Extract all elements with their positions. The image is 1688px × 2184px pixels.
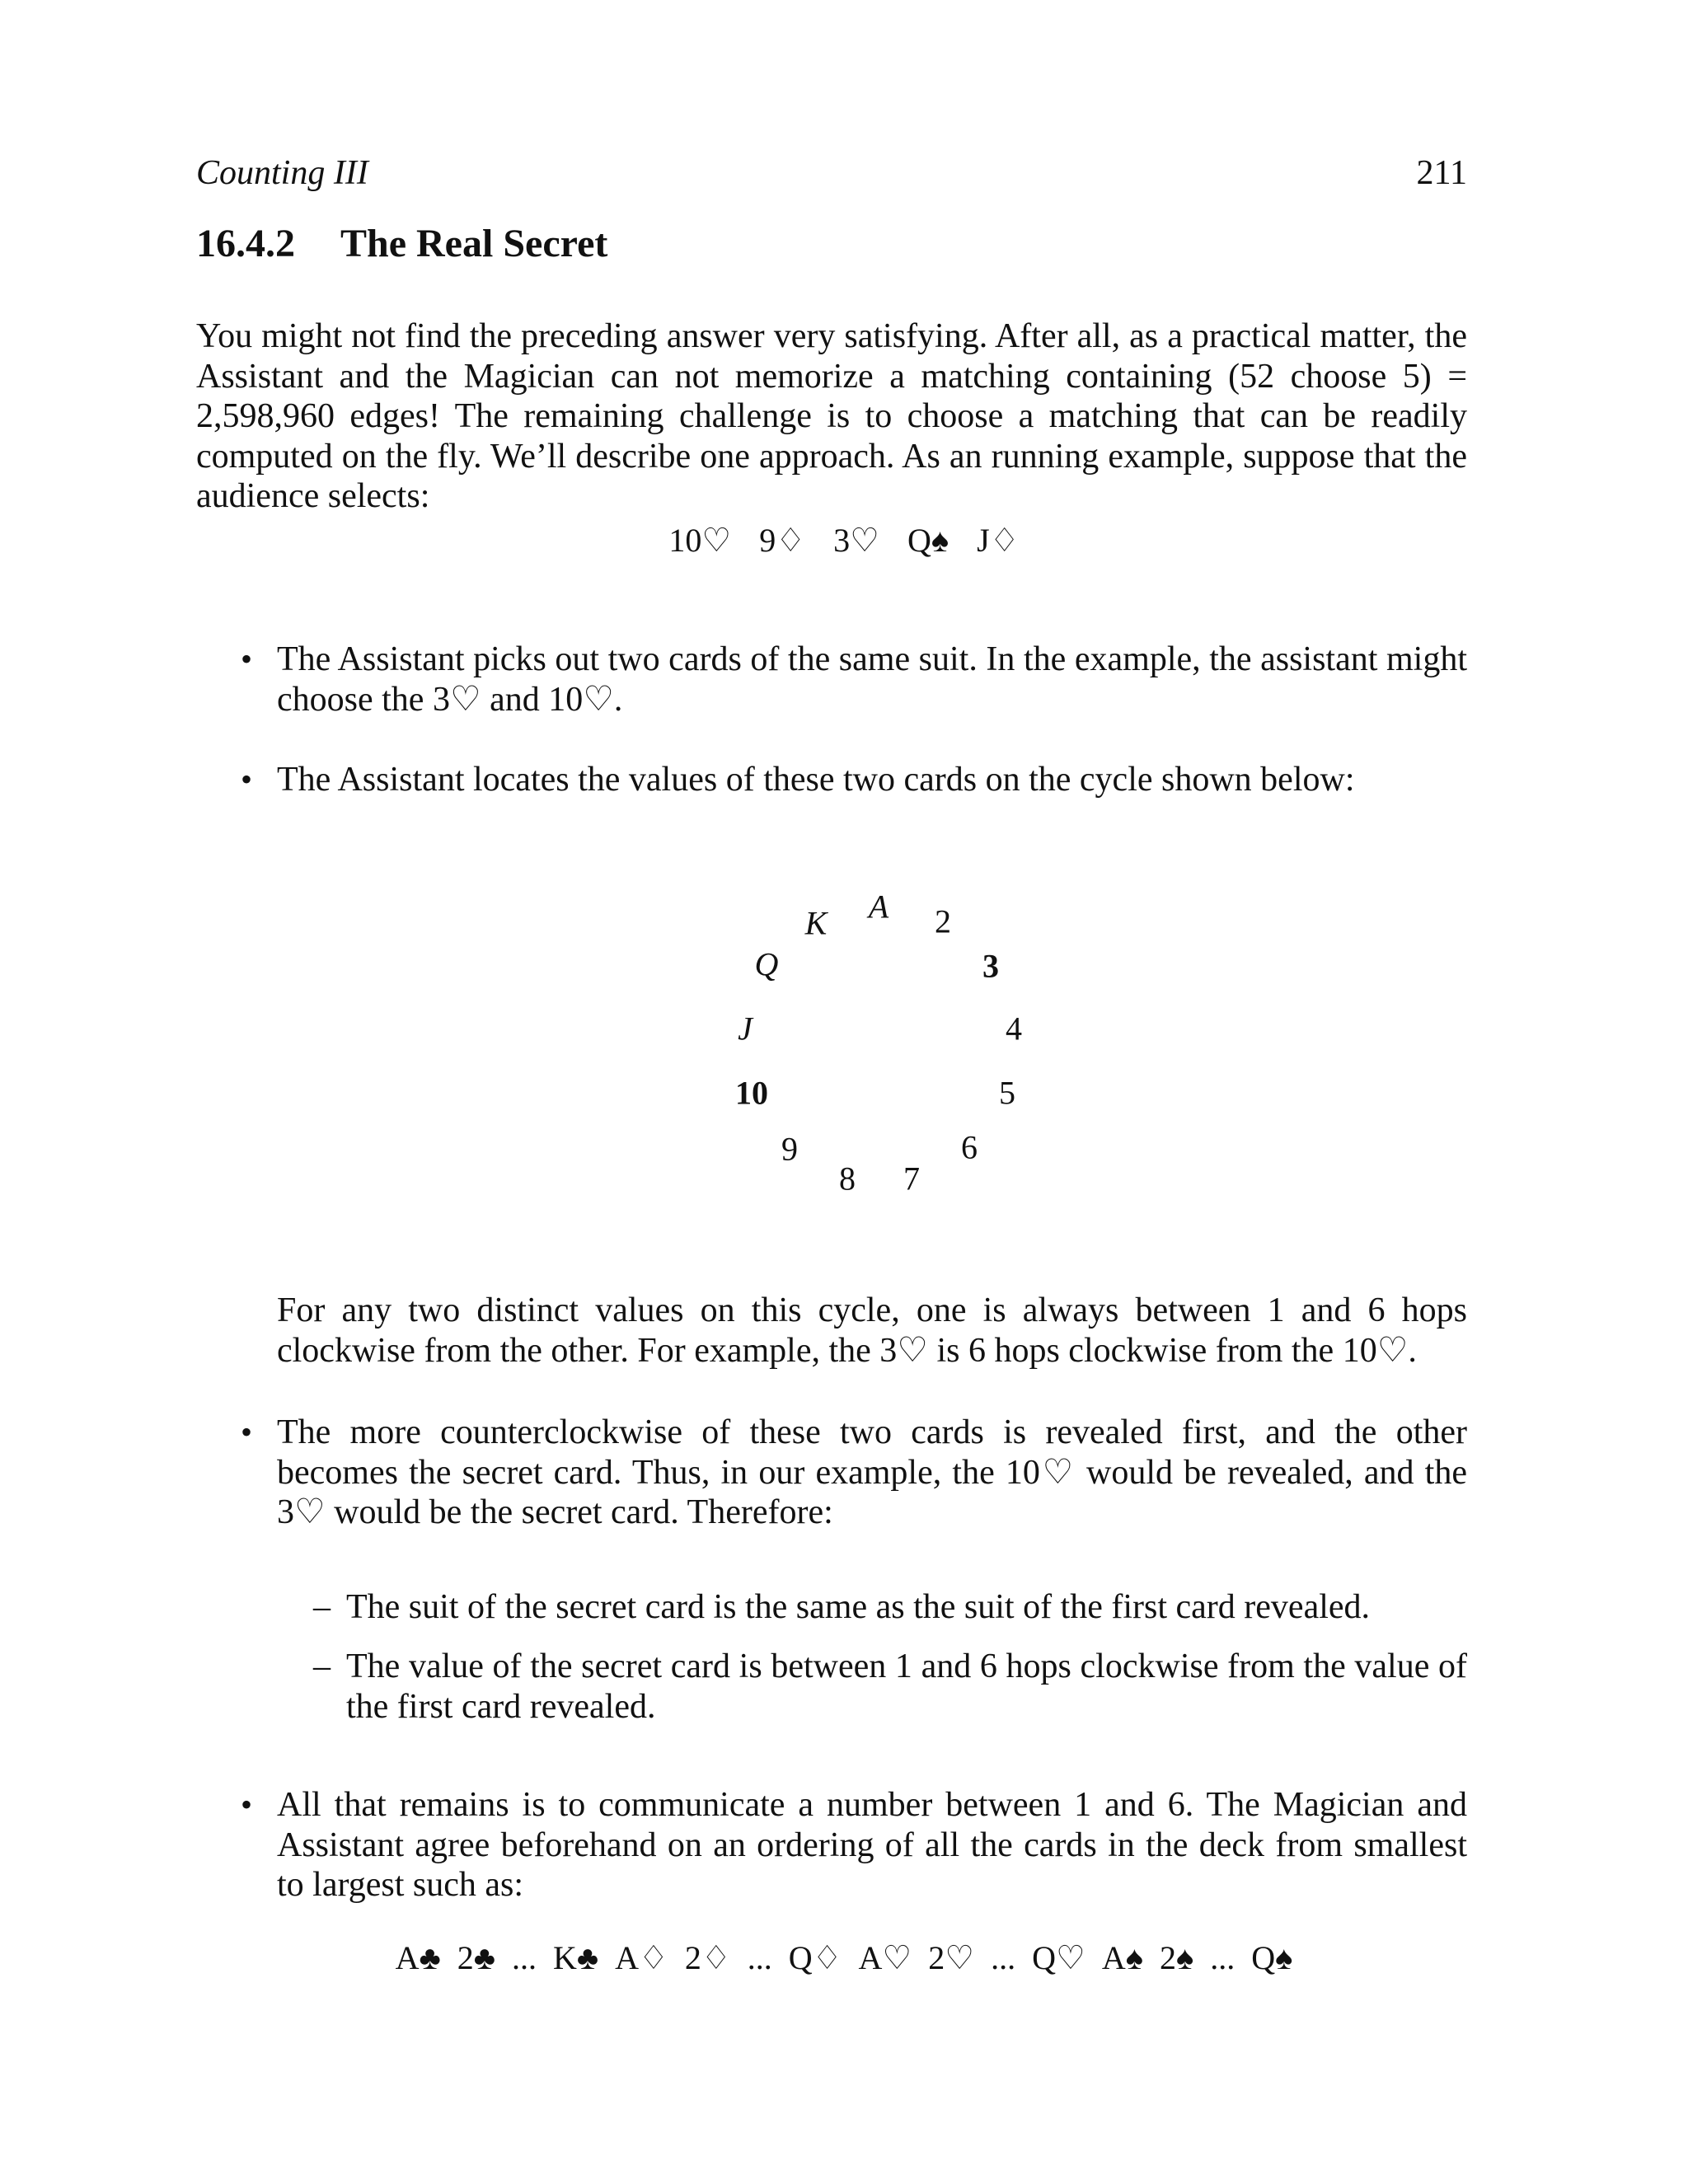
bullet-item: The more counterclockwise of these two cards is revealed first, and the other becomes the secret card. Thus, in our example, the 10♡ would be revealed, and the 3♡ would be the secret card. Therefore: (277, 1413, 1467, 1531)
cycle-value: 8 (839, 1160, 856, 1197)
hand-card: Q♠ (907, 522, 950, 559)
section-title: The Real Secret (340, 222, 608, 265)
ordering-card: A♢ (615, 1939, 668, 1976)
cycle-explanation: For any two distinct values on this cycle, one is always between 1 and 6 hops clockwise from the other. For example, the 3♡ is 6 hops clockwise from the 10♡. (277, 1291, 1467, 1370)
cycle-value: 6 (961, 1128, 978, 1166)
ordering-card: Q♢ (788, 1939, 842, 1976)
intro-paragraph: You might not find the preceding answer very satisfying. After all, as a practical matter, the Assistant and the Magician can not memorize a matching containing (52 choose 5) = 2,598,960 edges! The remaining challenge is to choose a matching that can be readily computed on the fly. We’ll describe one approach. As an running example, suppose that the audience selects: (196, 317, 1467, 515)
bullet-item: The Assistant picks out two cards of the same suit. In the example, the assistant might choose the 3♡ and 10♡. (277, 640, 1467, 719)
audience-hand (0, 521, 1688, 560)
sub-point: The value of the secret card is between 1 and 6 hops clockwise from the value of the first card revealed. (346, 1647, 1467, 1726)
ordering-ellipsis: ... (1210, 1939, 1236, 1976)
ordering-card: Q♡ (1032, 1939, 1085, 1976)
cycle-value: 4 (1006, 1010, 1022, 1047)
ordering-card: Q♠ (1251, 1939, 1293, 1976)
bullet-item: The Assistant locates the values of these two cards on the cycle shown below: (277, 761, 1355, 799)
ordering-ellipsis: ... (747, 1939, 772, 1976)
bullet-marker: • (241, 1786, 253, 1823)
cycle-value: 2 (935, 902, 951, 940)
ordering-card: K♣ (553, 1939, 599, 1976)
bullet-item: All that remains is to communicate a number between 1 and 6. The Magician and Assistant agree beforehand on an ordering of all the cards in the deck from smallest to largest such as: (277, 1786, 1467, 1904)
cycle-value: Q (754, 945, 779, 983)
sub-point: The suit of the secret card is the same as the suit of the first card revealed. (346, 1588, 1371, 1626)
cycle-value: 7 (903, 1160, 920, 1197)
bullet-marker: • (241, 1413, 253, 1451)
ordering-card: A♣ (395, 1939, 441, 1976)
bullet-marker: • (241, 640, 253, 677)
cycle-value: 9 (781, 1130, 798, 1168)
ordering-ellipsis: ... (512, 1939, 537, 1976)
bullet-marker: • (241, 761, 253, 798)
cycle-value: 3 (982, 947, 999, 985)
section-number: 16.4.2 (196, 222, 295, 265)
ordering-card: 2♣ (457, 1939, 495, 1976)
cycle-value: 10 (735, 1074, 768, 1112)
cycle-value: 5 (999, 1074, 1015, 1112)
ordering-card: 2♡ (928, 1939, 975, 1976)
hand-card: J♢ (977, 522, 1020, 559)
ordering-card: 2♢ (684, 1939, 731, 1976)
hand-card: 9♢ (759, 522, 806, 559)
running-head: Counting III (196, 154, 368, 192)
page-number: 211 (1416, 154, 1467, 192)
cycle-value: J (738, 1010, 753, 1047)
section-heading (196, 221, 607, 266)
cycle-value: A (868, 888, 889, 926)
ordering-card: A♡ (858, 1939, 912, 1976)
hand-card: 3♡ (833, 522, 879, 559)
hand-card: 10♡ (668, 522, 732, 559)
ordering-card: A♠ (1101, 1939, 1143, 1976)
ordering-ellipsis: ... (991, 1939, 1016, 1976)
cycle-value: K (804, 904, 828, 942)
dash-marker: – (313, 1647, 331, 1685)
dash-marker: – (313, 1588, 331, 1626)
card-ordering (0, 1938, 1688, 1977)
ordering-card: 2♠ (1160, 1939, 1194, 1976)
